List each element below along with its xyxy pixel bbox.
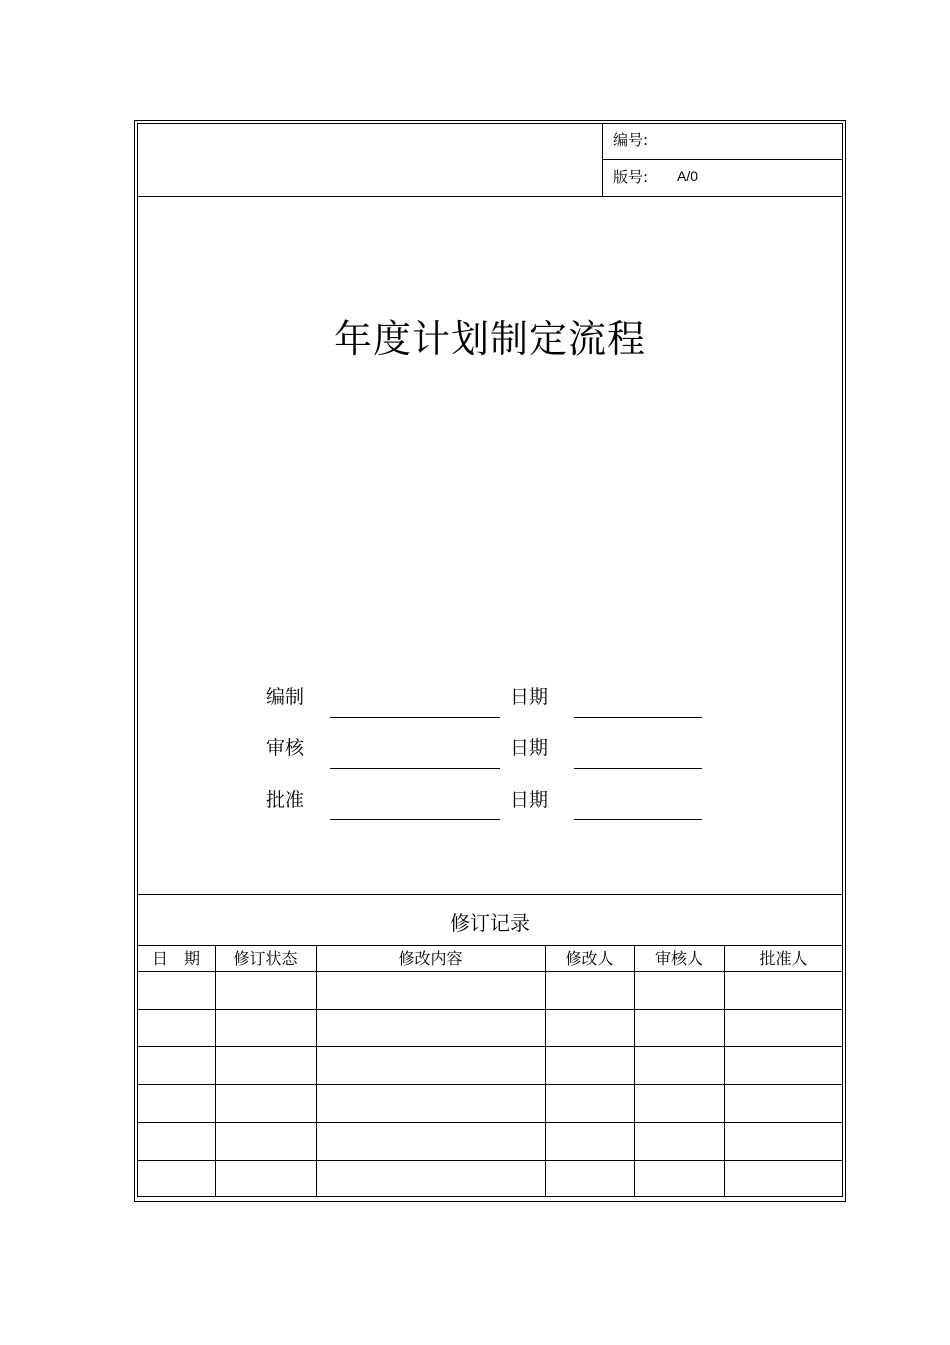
prepared-by-label: 编制 [266, 686, 305, 708]
column-header-date: 日 期 [151, 949, 200, 968]
document-title: 年度计划制定流程 [333, 317, 646, 361]
table-column-divider [634, 945, 635, 1197]
table-row-divider [137, 1122, 843, 1123]
reviewed-date-label: 日期 [510, 737, 549, 759]
revision-header-top [137, 945, 843, 946]
table-column-divider [316, 945, 317, 1197]
column-header-reviewer: 审核人 [654, 949, 703, 968]
reviewed-by-line [330, 768, 500, 769]
header-meta-row-divider [602, 159, 843, 160]
document-number-label: 编号: [613, 131, 649, 149]
version-label: 版号: [613, 168, 649, 186]
revision-title: 修订记录 [450, 911, 530, 935]
column-header-revision-status: 修订状态 [233, 949, 298, 968]
table-column-divider [724, 945, 725, 1197]
prepared-by-line [330, 717, 500, 718]
approved-date-label: 日期 [510, 789, 549, 811]
header-divider [137, 196, 843, 197]
prepared-date-line [574, 717, 702, 718]
revision-header-bottom [137, 971, 843, 972]
table-row-divider [137, 1046, 843, 1047]
column-header-change-content: 修改内容 [398, 949, 463, 968]
table-row-divider [137, 1160, 843, 1161]
reviewed-by-label: 审核 [266, 737, 305, 759]
approved-by-label: 批准 [266, 789, 305, 811]
prepared-date-label: 日期 [510, 686, 549, 708]
table-column-divider [545, 945, 546, 1197]
table-row-divider [137, 1009, 843, 1010]
table-row-divider [137, 1084, 843, 1085]
revision-divider [137, 894, 843, 895]
page-frame-inner [137, 123, 843, 1197]
table-column-divider [215, 945, 216, 1197]
reviewed-date-line [574, 768, 702, 769]
approved-date-line [574, 819, 702, 820]
version-value: A/0 [677, 168, 699, 184]
column-header-approver: 批准人 [759, 949, 808, 968]
approved-by-line [330, 819, 500, 820]
column-header-modifier: 修改人 [565, 949, 614, 968]
